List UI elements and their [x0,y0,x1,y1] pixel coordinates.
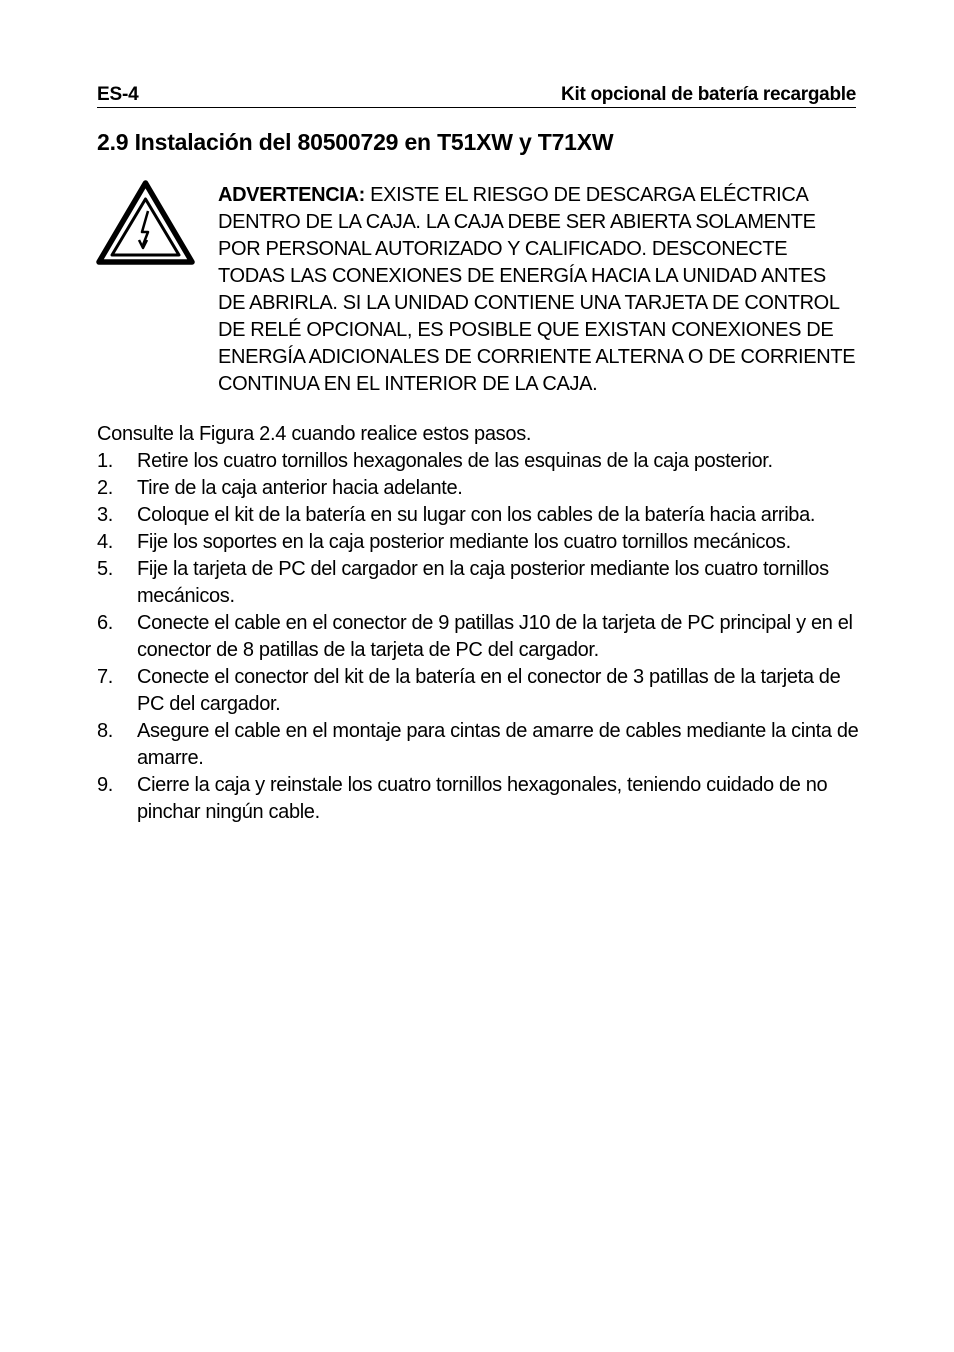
section-title: 2.9 Instalación del 80500729 en T51XW y T71XW [97,129,614,155]
step-text: Coloque el kit de la batería en su lugar con los cables de la batería hacia arriba. [137,504,816,526]
step-item [97,664,862,718]
step-item [97,556,862,610]
step-item [97,475,862,502]
step-text: Fije los soportes en la caja posterior mediante los cuatro tornillos mecánicos. [137,531,791,553]
step-item [97,610,862,664]
step-text: Conecte el conector del kit de la batería en el conector de 3 patillas de la tarjeta de PC del cargador. [137,666,841,715]
step-text: Conecte el cable en el conector de 9 patillas J10 de la tarjeta de PC principal y en el conector de 8 patillas de la tarjeta de PC del cargador. [137,612,853,661]
step-number: 5. [97,558,113,580]
step-text: Cierre la caja y reinstale los cuatro tornillos hexagonales, teniendo cuidado de no pinchar ningún cable. [137,774,828,823]
step-item [97,448,862,475]
step-item [97,529,862,556]
steps-list [97,448,862,826]
electric-shock-warning-icon [96,180,195,266]
running-title: Kit opcional de batería recargable [561,84,856,105]
intro-text: Consulte la Figura 2.4 cuando realice estos pasos. [97,423,532,445]
step-item [97,718,862,772]
step-number: 9. [97,774,113,796]
warning-label: ADVERTENCIA: [218,184,365,206]
warning-text [218,182,858,398]
step-text: Tire de la caja anterior hacia adelante. [137,477,463,499]
step-number: 4. [97,531,113,553]
step-number: 3. [97,504,113,526]
step-text: Retire los cuatro tornillos hexagonales de las esquinas de la caja posterior. [137,450,773,472]
page-header [97,83,856,108]
step-number: 6. [97,612,113,634]
step-text: Fije la tarjeta de PC del cargador en la caja posterior mediante los cuatro tornillos mecánicos. [137,558,829,607]
step-number: 1. [97,450,113,472]
step-text: Asegure el cable en el montaje para cintas de amarre de cables mediante la cinta de amarre. [137,720,859,769]
step-item [97,502,862,529]
step-number: 7. [97,666,113,688]
step-item [97,772,862,826]
step-number: 8. [97,720,113,742]
warning-body: EXISTE EL RIESGO DE DESCARGA ELÉCTRICA DENTRO DE LA CAJA. LA CAJA DEBE SER ABIERTA SOLAMENTE POR PERSONAL AUTORIZADO Y CALIFICADO. DESCONECTE TODAS LAS CONEXIONES DE ENERGÍA HACIA LA UNIDAD ANTES DE ABRIRLA. SI LA UNIDAD CONTIENE UNA TARJETA DE CONTROL DE RELÉ OPCIONAL, ES POSIBLE QUE EXISTAN CONEXIONES DE ENERGÍA ADICIONALES DE CORRIENTE ALTERNA O DE CORRIENTE CONTINUA EN EL INTERIOR DE LA CAJA. [218,184,856,395]
page-number: ES-4 [97,84,139,105]
step-number: 2. [97,477,113,499]
